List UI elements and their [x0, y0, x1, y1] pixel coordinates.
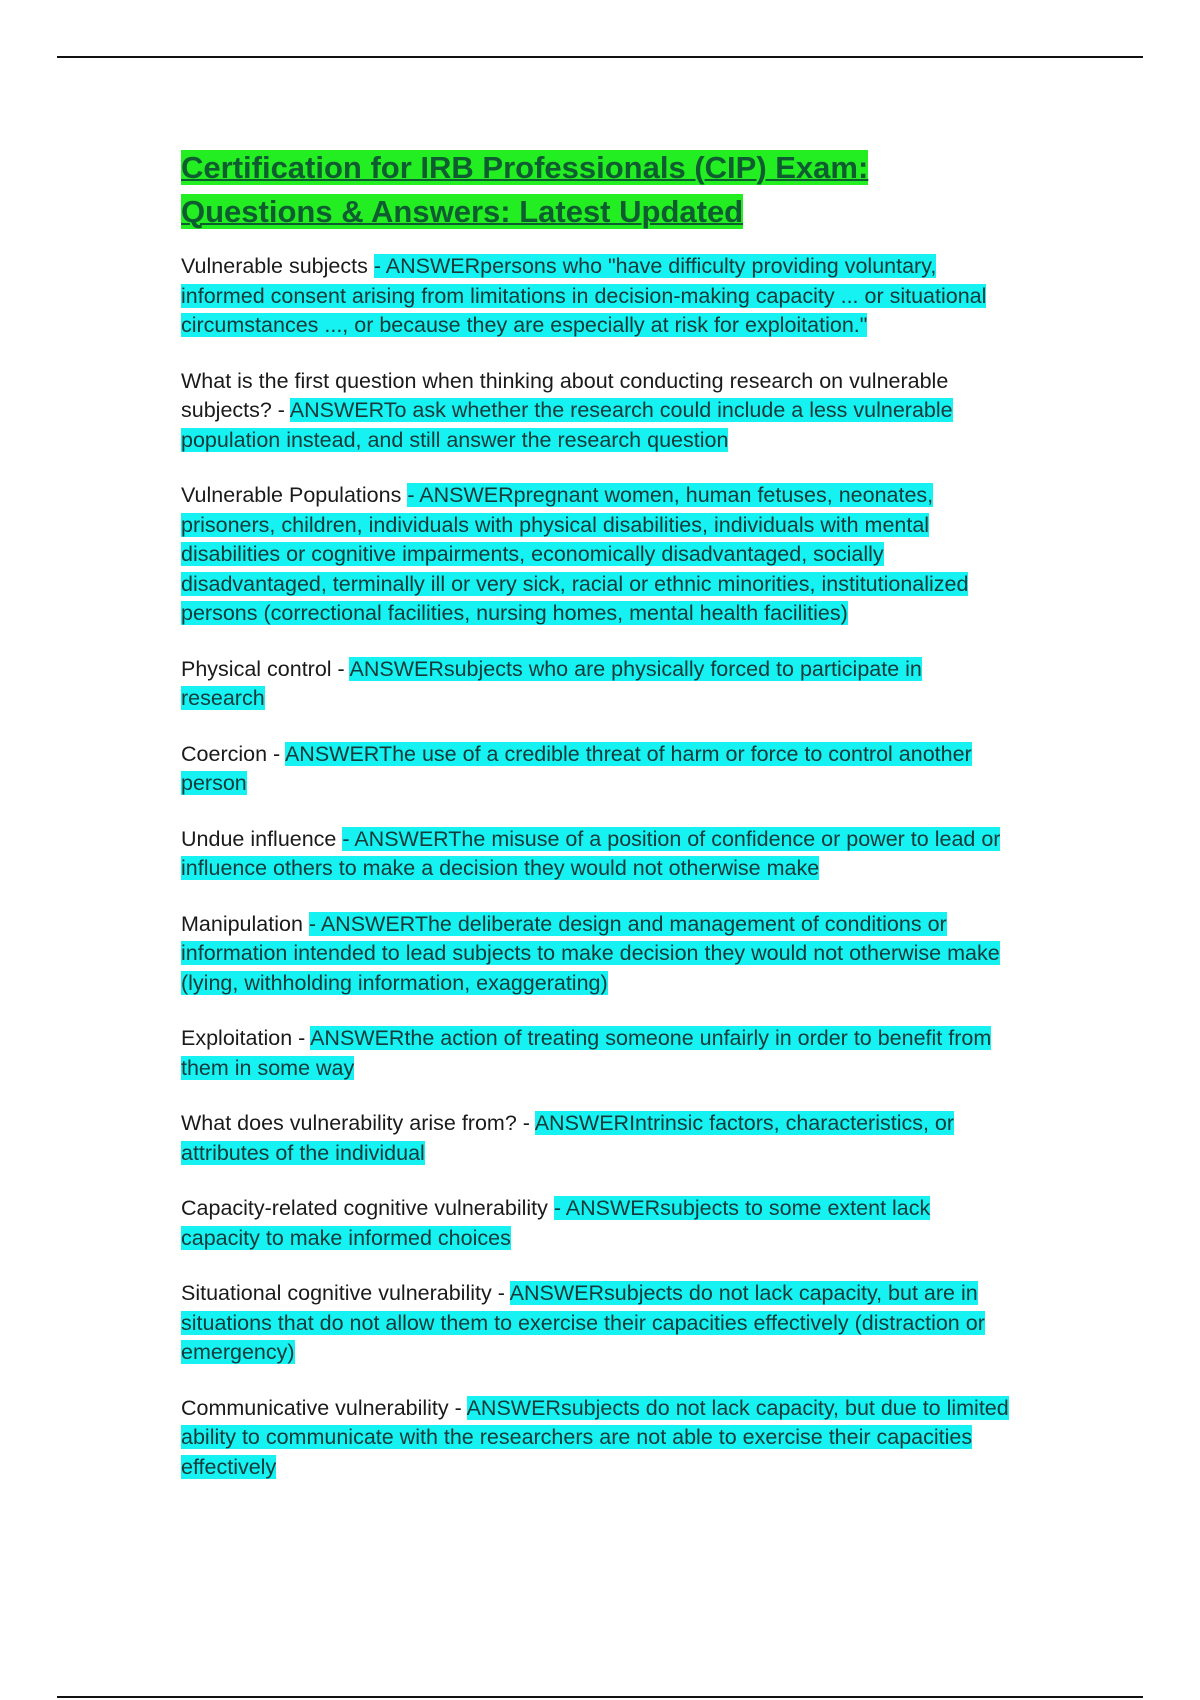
qa-answer: - ANSWERThe deliberate design and management of conditions or information intended to lead subjects to make decision they would not otherwise make (lying, withholding information, exaggerating)	[181, 911, 1000, 995]
qa-term: Situational cognitive vulnerability -	[181, 1281, 510, 1305]
qa-answer: - ANSWERThe misuse of a position of confidence or power to lead or influence others to make a decision they would not otherwise make	[181, 826, 1001, 880]
qa-answer: - ANSWERsubjects to some extent lack capacity to make informed choices	[181, 1196, 931, 1250]
bottom-rule	[57, 1696, 1143, 1698]
qa-term: Capacity-related cognitive vulnerability	[181, 1196, 554, 1220]
qa-item	[181, 910, 1011, 999]
qa-item	[181, 1194, 1011, 1253]
qa-term: Undue influence	[181, 826, 343, 851]
qa-item	[181, 1279, 1011, 1368]
qa-term: Coercion -	[181, 741, 285, 766]
qa-term: Physical control -	[181, 656, 350, 681]
qa-answer: ANSWERsubjects do not lack capacity, but due to limited ability to communicate with the researchers are not able to exercise their capacities effectively	[181, 1395, 1009, 1479]
qa-item	[181, 481, 1011, 629]
qa-answer: ANSWERTo ask whether the research could include a less vulnerable population instead, and still answer the research question	[181, 398, 953, 452]
qa-term: Vulnerable Populations	[181, 483, 408, 507]
top-rule	[57, 56, 1143, 58]
title-line-2: Questions & Answers: Latest Updated	[181, 194, 744, 229]
qa-answer: ANSWERthe action of treating someone unfairly in order to benefit from them in some way	[181, 1026, 992, 1080]
qa-term: What is the first question when thinking about conducting research on vulnerable subjects? -	[181, 368, 949, 422]
qa-item	[181, 740, 1011, 799]
qa-item	[181, 367, 1011, 456]
qa-item	[181, 825, 1011, 884]
qa-answer: - ANSWERpersons who "have difficulty providing voluntary, informed consent arising from limitations in decision-making capacity ... or situational circumstances ..., or because they are especially at risk for exploitation."	[181, 254, 987, 337]
qa-answer: - ANSWERpregnant women, human fetuses, neonates, prisoners, children, individuals with physical disabilities, individuals with mental disabilities or cognitive impairments, economically disadvantaged, socially disadvantaged, terminally ill or very sick, racial or ethnic minorities, institutionalized persons (correctional facilities, nursing homes, mental health facilities)	[181, 483, 969, 625]
qa-answer: ANSWERThe use of a credible threat of harm or force to control another person	[181, 741, 972, 795]
document-body	[181, 146, 1011, 1508]
qa-item	[181, 655, 1011, 714]
qa-term: Vulnerable subjects	[181, 254, 374, 278]
qa-term: What does vulnerability arise from? -	[181, 1111, 535, 1135]
qa-answer: ANSWERsubjects who are physically forced to participate in research	[181, 656, 922, 710]
qa-item	[181, 1109, 1011, 1168]
document-title	[181, 146, 1011, 234]
qa-answer: ANSWERsubjects do not lack capacity, but are in situations that do not allow them to exercise their capacities effectively (distraction or emergency)	[181, 1281, 985, 1364]
qa-term: Exploitation -	[181, 1026, 311, 1050]
qa-answer: ANSWERIntrinsic factors, characteristics, or attributes of the individual	[181, 1111, 955, 1165]
qa-item	[181, 1394, 1011, 1483]
qa-term: Communicative vulnerability -	[181, 1395, 467, 1420]
qa-item	[181, 1024, 1011, 1083]
title-line-1: Certification for IRB Professionals (CIP) Exam:	[181, 150, 869, 185]
qa-item	[181, 252, 1011, 341]
qa-term: Manipulation	[181, 911, 309, 936]
